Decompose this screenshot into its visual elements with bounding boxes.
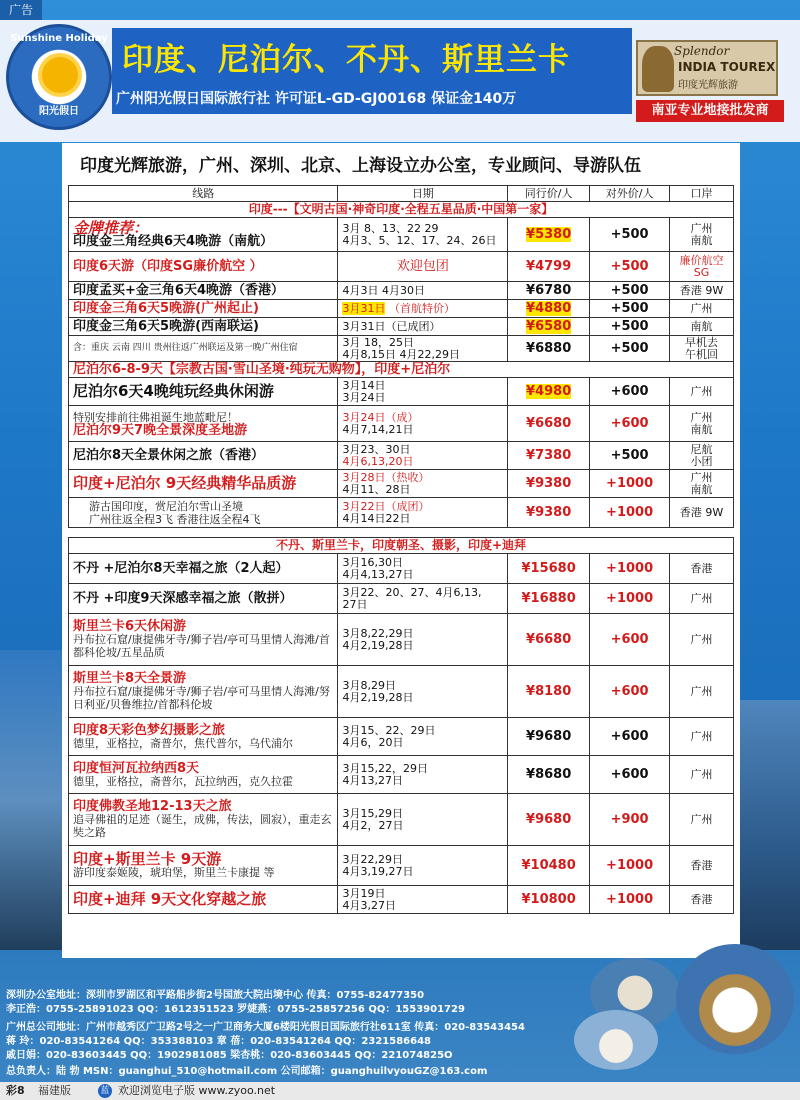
logo-text-top: Sunshine Holiday [10,33,108,44]
agency-subtitle: 广州阳光假日国际旅行社 许可证L-GD-GJ00168 保证金140万 [116,91,517,107]
trade-price: ¥5380 [526,227,572,242]
table-row: 印度佛教圣地12-13天之旅 追寻佛祖的足迹（诞生，成佛，传法，圆寂），重走玄奘之路 3月15,29日 4月2，27日 ¥9680 +900 广州 [69,794,734,846]
table-row: 不丹 +印度9天深感幸福之旅（散拼） 3月22、20、27、4月6,13, 27日 ¥16880 +1000 广州 [69,584,734,614]
section-header: 尼泊尔6-8-9天【宗教古国·雪山圣境·纯玩无购物】，印度+尼泊尔 [69,362,734,378]
ad-tag: 广告 [0,0,42,20]
table-header [69,186,734,202]
table-row: 印度金三角6天5晚游(西南联运) 3月31日（已成团） ¥6580 +500 南航 [69,318,734,336]
footer-line: 李正浩：0755-25891023 QQ：1612351523 罗婕燕：0755-25857256 QQ：1553901729 [6,1004,465,1015]
website-link[interactable]: 欢迎浏览电子版 www.zyoo.net [118,1084,276,1097]
partner-logo-line1: Splendor [674,44,730,58]
partner-logo-line3: 印度光辉旅游 [678,80,738,91]
section-header: 不丹、斯里兰卡，印度朝圣、摄影，印度+迪拜 [69,538,734,554]
table-row: 印度金三角6天5晚游(广州起止) 3月31日 （首航特价） ¥4880 +500 广州 [69,300,734,318]
table-row: 印度+尼泊尔 9天经典精华品质游 3月28日（热收） 4月11、28日 ¥9380 +1000 广州 南航 [69,470,734,498]
partner-logo-line2: INDIA TOUREX [678,60,776,74]
logo-text-bottom: 阳光假日 [39,106,79,117]
table-row: 游古国印度，赏尼泊尔雪山圣境 广州往返全程3飞 香港往返全程4飞 3月22日（成团） 4月14日22日 ¥9380 +1000 香港 9W [69,498,734,528]
col-port: 口岸 [670,186,734,202]
left-scenery [0,650,62,950]
offices-line: 印度光辉旅游，广州、深圳、北京、上海设立办公室，专业顾问、导游队伍 [80,156,641,176]
page-title: 印度、尼泊尔、不丹、斯里兰卡 [122,42,570,78]
bottom-bar [0,1082,800,1100]
footer-line: 总负责人：陆 勃 MSN：guanghui_510@hotmail.com 公司邮箱：guanghuilvyouGZ@163.com [6,1066,488,1077]
india-tourex-logo [636,40,778,96]
table-row: 尼泊尔8天全景休闲之旅（香港） 3月23、30日 4月6,13,20日 ¥7380 +500 尼航 小团 [69,442,734,470]
footer-line: 深圳办公室地址：深圳市罗湖区和平路船步街2号国旅大院出境中心 传真：0755-82477350 [6,990,425,1001]
tagline-badge: 南亚专业地接批发商 [636,100,784,122]
right-scenery [740,700,800,950]
ganesha-icon [642,46,674,92]
section-header: 印度---【文明古国·神奇印度·全程五星品质·中国第一家】 [69,202,734,218]
table-row: 不丹 +尼泊尔8天幸福之旅（2人起） 3月16,30日 4月4,13,27日 ¥15680 +1000 香港 [69,554,734,584]
blue-logo-icon: 蓝 [98,1084,112,1098]
col-public-price: 对外价/人 [590,186,670,202]
table-row: 特别安排前往佛祖诞生地蓝毗尼！ 尼泊尔9天7晚全景深度圣地游 3月24日（成） 4月7,14,21日 ¥6680 +600 广州 南航 [69,406,734,442]
table-row: 金牌推荐： 印度金三角经典6天4晚游（南航） 3月 8、13、22 29 4月3、5、12、17、24、26日 ¥5380 +500 广州 南航 [69,218,734,252]
footer-line: 蒋 玲：020-83541264 QQ：353388103 章 蓓：020-83541264 QQ：2321586648 [6,1036,431,1047]
table-row: 印度恒河瓦拉纳西8天 德里，亚格拉，斋普尔，瓦拉纳西，克久拉霍 3月15,22，29日 4月13,27日 ¥8680 +600 广州 [69,756,734,794]
footer-line: 广州总公司地址：广州市越秀区广卫路2号之一广卫商务大厦6楼阳光假日国际旅行社611室 传真：020-83543454 [6,1022,525,1033]
page-number: 彩8 [6,1084,25,1097]
sunshine-holiday-logo [6,24,112,130]
sun-icon [42,57,78,93]
footer-line: 戚日娟：020-83603445 QQ：1902981085 梁杏桃：020-83603445 QQ：221074825O [6,1050,453,1061]
table-row: 印度6天游（印度SG廉价航空 ） 欢迎包团 ¥4799 +500 廉价航空 SG [69,252,734,282]
footer-contacts [0,962,800,1082]
table-row: 尼泊尔6天4晚纯玩经典休闲游 3月14日 3月24日 ¥4980 +600 广州 [69,378,734,406]
col-trade-price: 同行价/人 [508,186,590,202]
table-row: 印度+斯里兰卡 9天游 游印度泰姬陵，琥珀堡，斯里兰卡康提 等 3月22,29日 4月3,19,27日 ¥10480 +1000 香港 [69,846,734,886]
price-table [68,185,734,914]
table-row: 印度孟买+金三角6天4晚游（香港） 4月3日 4月30日 ¥6780 +500 香港 9W [69,282,734,300]
table-row: 斯里兰卡6天休闲游 丹布拉石窟/康提佛牙寺/狮子岩/亭可马里情人海滩/首都科伦坡/五星品质 3月8,22,29日 4月2,19,28日 ¥6680 +600 广州 [69,614,734,666]
col-route: 线路 [69,186,338,202]
table-row: 含：重庆 云南 四川 贵州往返广州联运及第一晚广州住宿 3月 18，25日 4月8,15日 4月22,29日 ¥6880 +500 早机去 午机回 [69,336,734,362]
table-row: 斯里兰卡8天全景游 丹布拉石窟/康提佛牙寺/狮子岩/亭可马里情人海滩/努日利亚/贝鲁维拉/首都科伦坡 3月8,29日 4月2,19,28日 ¥8180 +600 广州 [69,666,734,718]
table-row: 印度8天彩色梦幻摄影之旅 德里，亚格拉，斋普尔，焦代普尔，乌代浦尔 3月15、22、29日 4月6，20日 ¥9680 +600 广州 [69,718,734,756]
edition-label: 福建版 [38,1084,71,1097]
col-date: 日期 [338,186,508,202]
table-row: 印度+迪拜 9天文化穿越之旅 3月19日 4月3,27日 ¥10800 +1000 香港 [69,886,734,914]
